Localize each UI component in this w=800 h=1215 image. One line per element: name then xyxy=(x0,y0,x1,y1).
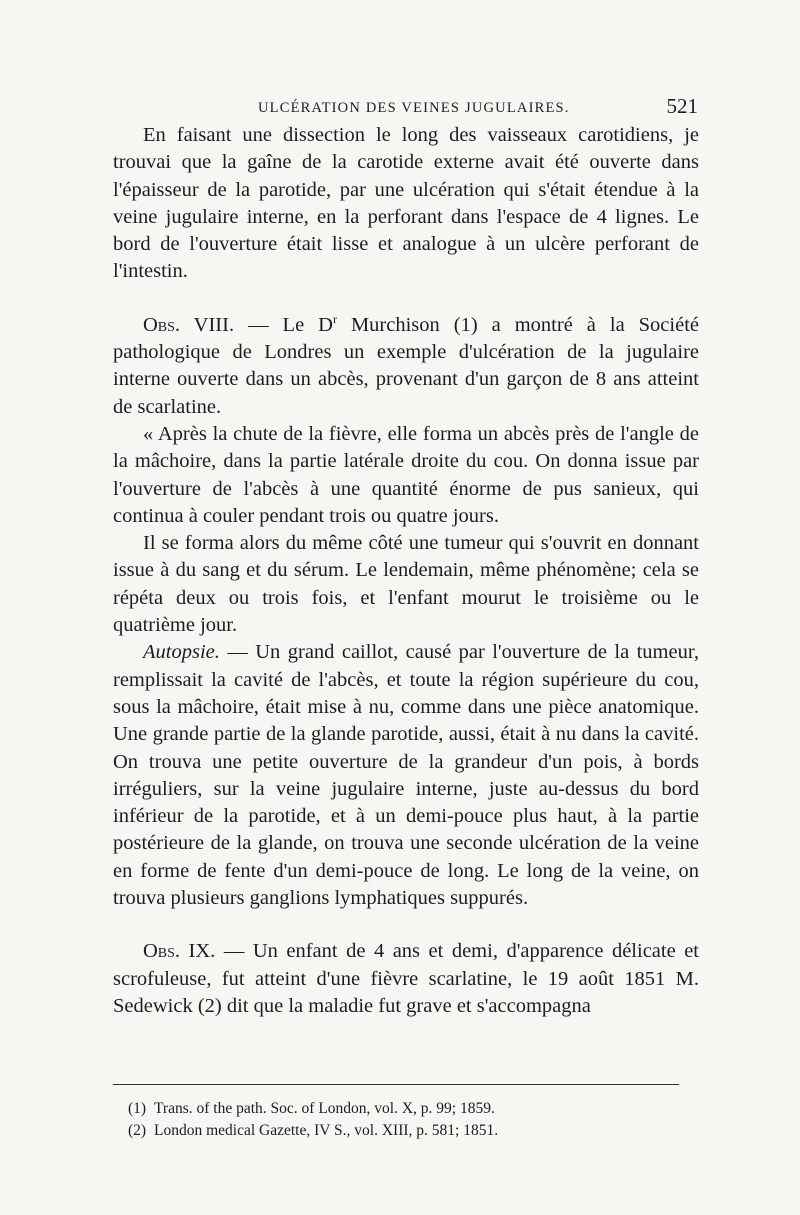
paragraph-dissection: En faisant une dissection le long des vaisseaux carotidiens, je trouvai que la gaîne de la carotide externe avait été ouverte dans l'épaisseur de la parotide, par une ulcération qui s'était étendue à la veine jugulaire interne, en la perforant dans l'espace de 4 lignes. Le bord de l'ouverture était lisse et analogue à un ulcère perforant de l'intestin. xyxy=(113,124,699,283)
footnote-divider xyxy=(113,1084,679,1085)
footnote-1-number: (1) xyxy=(128,1100,147,1117)
observation-9-text: — Un enfant de 4 ans et demi, d'apparence délicate et scrofuleuse, fut atteint d'une fièvre scarlatine, le 19 août 1851 M. Sedewick (2) dit que la maladie fut grave et s'accompagna xyxy=(113,940,699,1017)
paragraph-fever: « Après la chute de la fièvre, elle forma un abcès près de l'angle de la mâchoire, dans la partie latérale droite du cou. On donna issue par l'ouverture de l'abcès à une quantité énorme de pus sanieux, qui continua à couler pendant trois ou quatre jours. xyxy=(113,422,699,527)
autopsy-text: — Un grand caillot, causé par l'ouverture de la tumeur, remplissait la cavité de l'abcès, et toute la région supérieure du cou, sous la mâchoire, était mise à nu, comme dans une pièce anatomique. Une grande partie de la glande parotide, aussi, était à nu dans la cavité. On trouva une petite ouverture de la grandeur d'un pois, à bords irréguliers, sur la veine jugulaire interne, juste au-dessus du bord inférieur de la parotide, et à un demi-pouce plus haut, à la partie postérieure de la glande, on trouva une seconde ulcération de la veine en forme de fente d'un demi-pouce de long. Le long de la veine, on trouva plusieurs ganglions lymphatiques suppurés. xyxy=(113,641,699,910)
observation-9-label: Obs. IX. xyxy=(143,940,216,963)
footnote-2-number: (2) xyxy=(128,1122,147,1139)
paragraph-observation-9 xyxy=(113,938,699,1020)
running-title: ULCÉRATION DES VEINES JUGULAIRES. xyxy=(258,100,570,116)
body-text xyxy=(113,122,699,1020)
page-number: 521 xyxy=(666,94,698,118)
paragraph-observation-8 xyxy=(113,312,699,421)
footnote-1 xyxy=(128,1098,688,1120)
footnotes xyxy=(128,1098,688,1142)
paragraph-tumour: Il se forma alors du même côté une tumeur qui s'ouvrit en donnant issue à du sang et du sérum. Le lendemain, même phénomène; cela se répéta deux ou trois fois, et l'enfant mourut le troisième ou le quatrième jour. xyxy=(113,532,699,637)
footnote-2 xyxy=(128,1120,688,1142)
observation-8-text: Murchison (1) a montré à la Société pathologique de Londres un exemple d'ulcération de la jugulaire interne ouverte dans un abcès, provenant d'un garçon de 8 ans atteint de scarlatine. xyxy=(113,313,699,418)
doctor-superscript: r xyxy=(332,311,337,326)
observation-8-prefix: — Le D xyxy=(234,313,333,336)
observation-8-label: Obs. VIII. xyxy=(143,313,235,336)
running-head xyxy=(112,94,698,124)
paragraph-autopsy xyxy=(113,639,699,912)
autopsy-label: Autopsie. xyxy=(143,641,220,664)
footnote-2-text: London medical Gazette, IV S., vol. XIII, p. 581; 1851. xyxy=(154,1122,499,1139)
footnote-1-text: Trans. of the path. Soc. of London, vol. X, p. 99; 1859. xyxy=(154,1100,495,1117)
